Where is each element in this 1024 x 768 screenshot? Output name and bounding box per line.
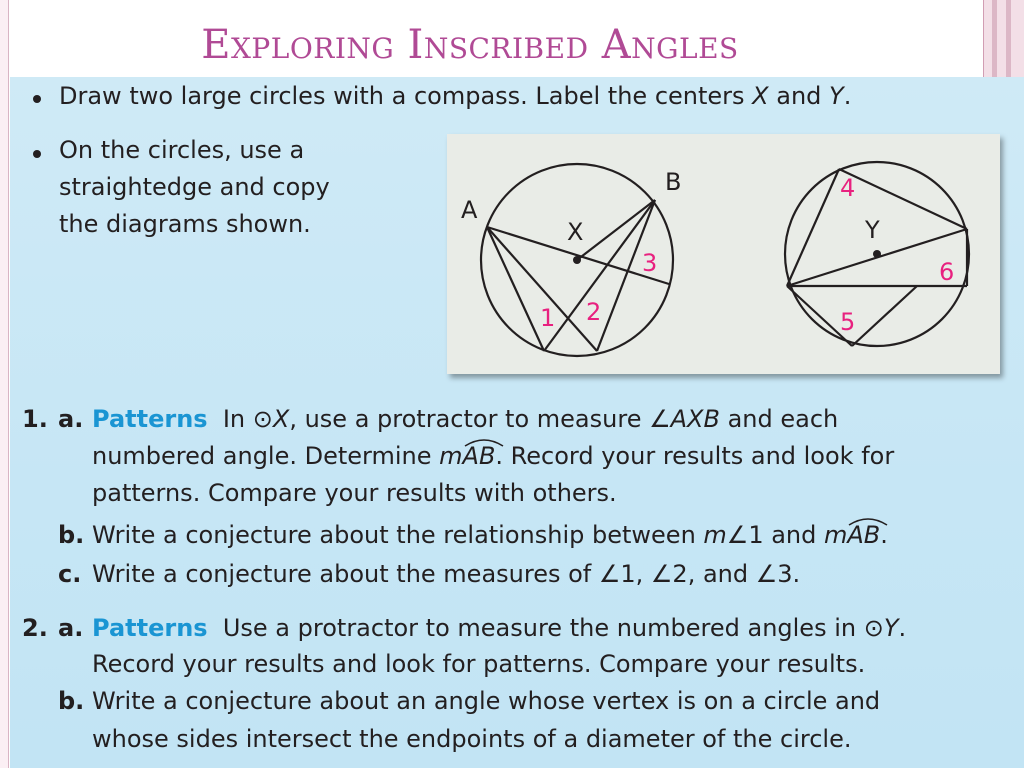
q1b-text: Write a conjecture about the relationship between [92, 521, 704, 549]
q2a-line-1 [92, 614, 906, 642]
arc-notation [847, 521, 880, 549]
bullet-dot [33, 95, 41, 103]
q1c-letter: c. [58, 560, 82, 588]
q2b-line-1: Write a conjecture about an angle whose vertex is on a circle and [92, 687, 881, 715]
q2a-text: Use a protractor to measure the numbered angles in [222, 614, 864, 642]
q1a-angle-name: AXB [670, 405, 720, 433]
q1a-line-1 [92, 405, 838, 433]
center-label-y: Y [865, 216, 880, 244]
q2b-line-2: whose sides intersect the endpoints of a diameter of the circle. [92, 725, 852, 753]
slide-left-border [0, 0, 9, 768]
q1a-letter: a. [58, 405, 84, 433]
q1b-line [92, 521, 888, 549]
q1a-text: , use a protractor to measure [289, 405, 650, 433]
intro-bullet-2-line: the diagrams shown. [59, 210, 311, 238]
intro-bullet-1 [59, 82, 851, 110]
inscribed-angles-figure [447, 134, 1000, 374]
angle-label-3: 3 [642, 249, 658, 277]
center-point-x [573, 256, 581, 264]
q2a-letter: a. [58, 614, 84, 642]
chord [839, 169, 967, 229]
q2-number: 2. [22, 614, 48, 642]
angle-label-4: 4 [840, 174, 856, 202]
center-label-x: X [567, 218, 584, 246]
slide-title: Exploring Inscribed Angles [201, 22, 739, 68]
q2a-line-2: Record your results and look for patterns. Compare your results. [92, 650, 866, 678]
arc-mark [463, 436, 505, 448]
arc-name: AB [462, 442, 496, 470]
intro-bullet-2-line: On the circles, use a [59, 136, 305, 164]
q1a-line-2 [92, 442, 894, 470]
q1-number: 1. [22, 405, 48, 433]
angle-label-6: 6 [939, 258, 955, 286]
angle-label-1: 1 [540, 304, 556, 332]
q1c-line: Write a conjecture about the measures of ∠1, ∠2, and ∠3. [92, 560, 801, 588]
q1b-letter: b. [58, 521, 85, 549]
decor-bar [1006, 0, 1011, 80]
intro-period: . [843, 82, 852, 110]
intro-bullet-2-line: straightedge and copy [59, 173, 330, 201]
arc-name: AB [847, 521, 881, 549]
chord [852, 286, 917, 346]
decor-bar [992, 0, 997, 80]
point-label-a: A [461, 196, 478, 224]
q1b-measure: m [824, 521, 848, 549]
circle-symbol: ⊙ [863, 614, 884, 642]
intro-and: and [768, 82, 830, 110]
figure-svg [447, 134, 1000, 374]
q1a-text: and each [719, 405, 839, 433]
arc-notation [463, 442, 496, 470]
q1a-circle-name: X [272, 405, 290, 433]
intro-bullet-1-text: Draw two large circles with a compass. Label the centers [59, 82, 753, 110]
angle-label-2: 2 [586, 298, 602, 326]
q1a-keyword: Patterns [92, 405, 208, 433]
q2a-circle-name: Y [883, 614, 899, 642]
q2b-letter: b. [58, 687, 85, 715]
q1b-text: . [880, 521, 888, 549]
bullet-dot [33, 150, 41, 158]
q1b-text: ∠1 and [726, 521, 824, 549]
q1b-measure: m [703, 521, 727, 549]
arc-mark [847, 515, 889, 527]
circle-symbol: ⊙ [252, 405, 273, 433]
q1a-text: . Record your results and look for [495, 442, 895, 470]
q1a-text: numbered angle. Determine [92, 442, 440, 470]
angle-symbol: ∠ [649, 405, 671, 433]
intro-center-y: Y [829, 82, 844, 110]
intro-center-x: X [752, 82, 769, 110]
q2a-text: . [898, 614, 907, 642]
q1a-line-3: patterns. Compare your results with others. [92, 479, 617, 507]
q2a-keyword: Patterns [92, 614, 208, 642]
angle-label-5: 5 [840, 308, 856, 336]
center-point-y [873, 250, 881, 258]
point-label-b: B [665, 168, 682, 196]
q1a-text: In [222, 405, 253, 433]
q1a-measure: m [439, 442, 463, 470]
slide-corner-decoration [983, 0, 1024, 80]
